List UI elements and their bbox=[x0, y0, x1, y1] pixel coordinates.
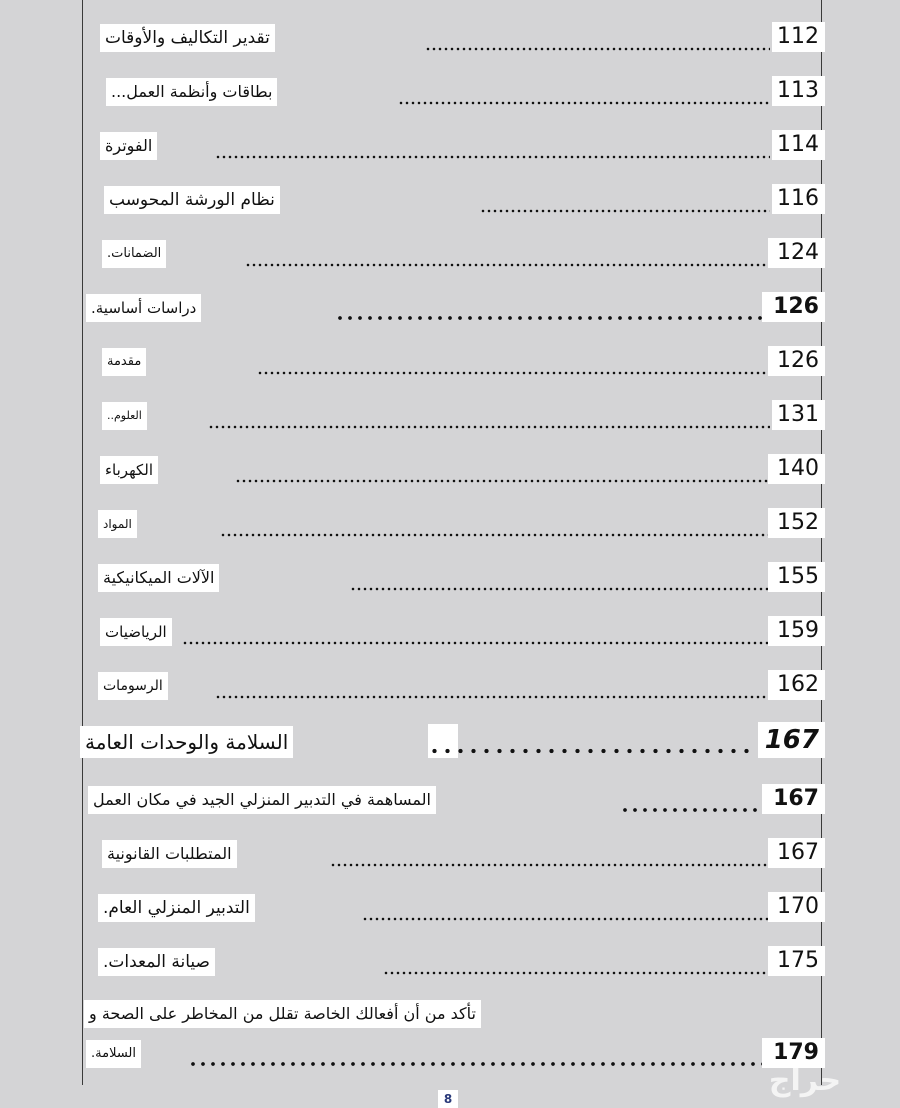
toc-leader-dots bbox=[350, 586, 770, 592]
toc-leader-dots bbox=[215, 694, 770, 700]
toc-page-number: 167 bbox=[768, 838, 825, 868]
toc-page-number: 167 bbox=[758, 722, 825, 758]
toc-title: السلامة والوحدات العامة bbox=[80, 726, 293, 758]
toc-entry bbox=[0, 834, 900, 874]
toc-page-number: 113 bbox=[772, 76, 825, 106]
toc-leader-dots bbox=[362, 916, 770, 922]
toc-leader-dots bbox=[215, 154, 770, 160]
toc-entry bbox=[0, 72, 900, 112]
toc-title: العلوم.. bbox=[102, 402, 147, 430]
toc-title: نظام الورشة المحوسب bbox=[104, 186, 280, 214]
toc-title: الكهرباء bbox=[100, 456, 158, 484]
toc-entry bbox=[0, 126, 900, 166]
toc-title: صيانة المعدات. bbox=[98, 948, 215, 976]
toc-title: المواد bbox=[98, 510, 137, 538]
toc-leader-dots bbox=[620, 806, 763, 814]
toc-title-continuation: السلامة. bbox=[86, 1040, 141, 1068]
toc-entry bbox=[0, 612, 900, 652]
toc-entry bbox=[0, 780, 900, 820]
toc-page-number: 126 bbox=[768, 346, 825, 376]
toc-title: الفوترة bbox=[100, 132, 157, 160]
toc-leader-dots bbox=[245, 262, 770, 268]
toc-page-number: 170 bbox=[768, 892, 825, 922]
watermark-logo: حراج bbox=[768, 1063, 842, 1098]
toc-leader-dots bbox=[398, 100, 770, 106]
toc-leader-dots bbox=[330, 862, 770, 868]
toc-page-number: 179 bbox=[762, 1038, 825, 1068]
toc-leader-dots bbox=[425, 46, 770, 52]
toc-entry bbox=[0, 396, 900, 436]
toc-title: دراسات أساسية. bbox=[86, 294, 201, 322]
toc-leader-dots bbox=[220, 532, 770, 538]
toc-entry-line1 bbox=[0, 994, 900, 1030]
toc-title: الآلات الميكانيكية bbox=[98, 564, 219, 592]
toc-page-number: 116 bbox=[772, 184, 825, 214]
toc-leader-dots bbox=[257, 370, 770, 376]
toc-entry bbox=[0, 180, 900, 220]
toc-entry bbox=[0, 450, 900, 490]
toc-page-number: 114 bbox=[772, 130, 825, 160]
toc-entry bbox=[0, 342, 900, 382]
toc-entry bbox=[0, 18, 900, 58]
toc-page-number: 131 bbox=[772, 400, 825, 430]
toc-leader-dots bbox=[188, 1060, 763, 1068]
toc-page-number: 112 bbox=[772, 22, 825, 52]
toc-leader-dots bbox=[235, 478, 770, 484]
toc-leader-dots bbox=[335, 314, 763, 322]
toc-entry bbox=[0, 942, 900, 982]
toc-entry bbox=[0, 888, 900, 928]
toc-title: المساهمة في التدبير المنزلي الجيد في مكان العمل bbox=[88, 786, 436, 814]
toc-page-number: 152 bbox=[768, 508, 825, 538]
toc-title: بطاقات وأنظمة العمل... bbox=[106, 78, 277, 106]
toc-entry bbox=[0, 558, 900, 598]
toc-title: الرسومات bbox=[98, 672, 168, 700]
toc-leader-dots bbox=[208, 424, 770, 430]
toc-page-number: 162 bbox=[768, 670, 825, 700]
toc-title: مقدمة bbox=[102, 348, 146, 376]
toc-title: الرياضيات bbox=[100, 618, 172, 646]
toc-section-heading bbox=[0, 720, 900, 766]
toc-title: الضمانات. bbox=[102, 240, 166, 268]
toc-title: المتطلبات القانونية bbox=[102, 840, 237, 868]
toc-leader-dots bbox=[182, 640, 770, 646]
toc-entry bbox=[0, 504, 900, 544]
toc-entry bbox=[0, 666, 900, 706]
toc-entry bbox=[0, 234, 900, 274]
toc-page-number: 124 bbox=[768, 238, 825, 268]
toc-page-number: 175 bbox=[768, 946, 825, 976]
toc-leader-dots bbox=[383, 970, 770, 976]
toc-page-number: 155 bbox=[768, 562, 825, 592]
toc-page-number: 159 bbox=[768, 616, 825, 646]
toc-title: تقدير التكاليف والأوقات bbox=[100, 24, 275, 52]
toc-entry bbox=[0, 288, 900, 328]
toc-leader-dots bbox=[428, 746, 754, 756]
toc-leader-dots bbox=[480, 208, 770, 214]
toc-page-number: 167 bbox=[762, 784, 825, 814]
toc-page-number: 140 bbox=[768, 454, 825, 484]
toc-title: التدبير المنزلي العام. bbox=[98, 894, 255, 922]
footer-page-number: 8 bbox=[438, 1090, 458, 1108]
toc-title: تأكد من أن أفعالك الخاصة تقلل من المخاطر على الصحة و bbox=[84, 1000, 481, 1028]
toc-page-number: 126 bbox=[762, 292, 825, 322]
